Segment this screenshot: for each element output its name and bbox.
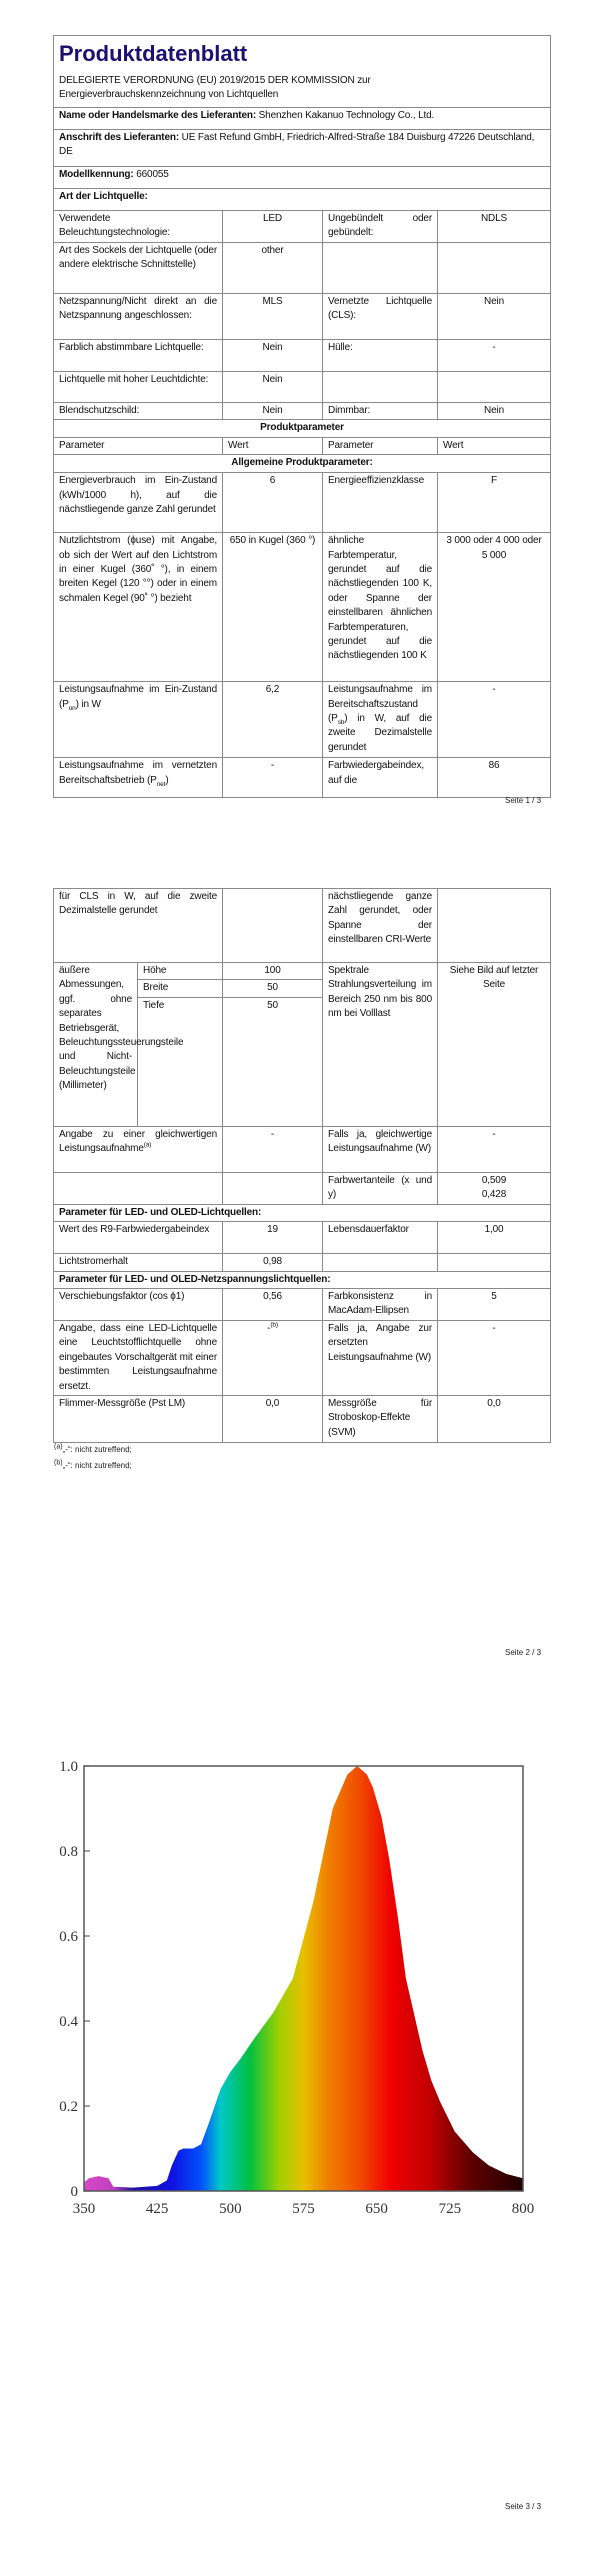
parameter-value <box>223 758 323 798</box>
page-title: Produktdatenblatt <box>59 41 248 66</box>
parameter-value <box>438 294 551 340</box>
column-header: Parameter <box>54 437 223 454</box>
y-tick-label: 0.2 <box>59 2099 78 2115</box>
cell-text: Angabe zu einer gleichwertigen Leistungsaufnahme <box>59 1128 217 1155</box>
dimension-name: Höhe <box>138 963 223 980</box>
cell-text: Farbwiedergabeindex, auf die <box>328 760 424 786</box>
info-cell <box>54 167 551 189</box>
cell-text: Nein <box>262 342 283 353</box>
cell-text-after: ) <box>165 774 169 786</box>
x-tick-label: 575 <box>292 2201 315 2217</box>
parameter-label <box>323 243 438 294</box>
dimension-value: 50 <box>223 980 323 997</box>
title-cell <box>54 36 551 108</box>
section-heading: Parameter für LED- und OLED-Netzspannungslichtquellen: <box>54 1271 551 1288</box>
table-row <box>54 189 551 211</box>
cell-text: ähnliche Farbtemperatur, gerundet auf die nächstliegenden 100 K, oder Spanne der einstellbaren ähnlichen Farbtemperaturen, gerundet auf die nächstliegenden 100 K <box>328 535 432 662</box>
column-header: Parameter <box>323 437 438 454</box>
parameter-label <box>54 473 223 533</box>
table-row <box>54 758 551 798</box>
cell-text: - <box>492 684 496 696</box>
parameter-label <box>54 294 223 340</box>
cell-superscript: (a) <box>143 1141 152 1149</box>
cell-text: 0,0 <box>265 1398 280 1410</box>
parameter-value <box>438 1289 551 1321</box>
cell-text: Flimmer-Messgröße (Pst LM) <box>59 1398 186 1410</box>
table-row <box>54 1321 551 1396</box>
parameter-label <box>54 211 223 243</box>
info-value: 660055 <box>136 169 169 180</box>
section-heading: Parameter für LED- und OLED-Lichtquellen: <box>54 1204 551 1221</box>
cell-text: Nein <box>262 374 283 385</box>
cell-text: - <box>492 342 496 353</box>
y-tick-label: 1.0 <box>59 1759 78 1775</box>
cell-subscript: net <box>156 780 166 788</box>
parameter-value <box>223 1289 323 1321</box>
dimension-name: Breite <box>138 980 223 997</box>
cell-text: Ungebündelt oder gebündelt: <box>328 213 432 239</box>
parameter-label <box>54 533 223 682</box>
title-row <box>54 36 551 108</box>
page-number-1: Seite 1 / 3 <box>505 796 542 805</box>
cell-text: 0,98 <box>263 1256 282 1268</box>
parameter-label <box>323 1289 438 1321</box>
cell-text: LED <box>262 213 282 224</box>
parameter-label <box>323 533 438 682</box>
x-tick-label: 725 <box>438 2201 462 2217</box>
cell-text: - <box>270 1128 275 1140</box>
x-tick-label: 350 <box>72 2201 96 2217</box>
cell-text: - <box>492 1323 496 1335</box>
parameter-label <box>323 1254 438 1271</box>
footnote-b-mark: (b) <box>54 1459 63 1467</box>
cell-text: Farblich abstimmbare Lichtquelle: <box>59 342 204 353</box>
parameter-label <box>54 682 223 758</box>
cell-text: Wert des R9-Farbwiedergabeindex <box>59 1224 210 1236</box>
section-heading: Produktparameter <box>54 420 551 437</box>
cell-text: 0,56 <box>263 1291 282 1303</box>
cell-text: Lichtquelle mit hoher Leuchtdichte: <box>59 374 209 385</box>
parameter-value <box>223 294 323 340</box>
table-row <box>54 533 551 682</box>
table-row <box>54 108 551 130</box>
cell-text: 0,0 <box>487 1398 501 1410</box>
parameter-label <box>323 1222 438 1254</box>
table-row <box>54 455 551 473</box>
footnote-a-mark: (a) <box>54 1443 63 1451</box>
cell-subscript: sb <box>337 719 345 727</box>
parameter-value <box>438 682 551 758</box>
footnote-b-text: „-“: nicht zutreffend; <box>62 1461 132 1470</box>
cell-text: Angabe, dass eine LED-Lichtquelle eine Leuchtstofflichtquelle ohne eingebautes Vorschaltgerät mit einer bestimmten Leistungsaufnahme ersetzt. <box>59 1323 217 1392</box>
parameter-label <box>54 1222 223 1254</box>
parameter-value <box>438 211 551 243</box>
parameter-label <box>54 1172 223 1204</box>
parameter-value <box>438 1172 551 1204</box>
parameter-value <box>438 1126 551 1172</box>
cell-text: F <box>491 475 497 487</box>
table-row <box>54 1396 551 1443</box>
parameter-label <box>54 1289 223 1321</box>
page-number-2: Seite 2 / 3 <box>505 1648 542 1657</box>
cell-text: 86 <box>488 760 500 772</box>
parameter-value <box>438 758 551 798</box>
table-row <box>54 420 551 437</box>
cell-text: für CLS in W, auf die zweite Dezimalstelle gerundet <box>59 891 217 917</box>
parameter-label <box>323 294 438 340</box>
cell-text: Hülle: <box>328 342 353 353</box>
parameter-value <box>223 889 323 963</box>
parameter-value <box>223 473 323 533</box>
y-tick-label: 0.6 <box>59 1929 78 1945</box>
cell-text: 6 <box>269 475 276 487</box>
cell-text: Messgröße für Stroboskop-Effekte (SVM) <box>328 1398 432 1438</box>
cell-text: nächstliegende ganze Zahl gerundet, oder Spanne der einstellbaren CRI-Werte <box>328 891 432 946</box>
info-label: Modellkennung: <box>59 169 134 180</box>
cell-text: 650 in Kugel (360 °) <box>229 535 316 547</box>
footnote-a-text: „-“: nicht zutreffend; <box>62 1445 132 1454</box>
cell-text: - <box>270 760 275 772</box>
dimension-value: 50 <box>223 997 323 1126</box>
cell-text-after: ) in W <box>75 698 101 710</box>
y-tick-label: 0.4 <box>59 2014 78 2030</box>
dimensions-label: äußere Abmessungen, ggf. ohne separates Betriebsgerät, Beleuchtungssteuerungsteile und Nicht-Beleuchtungsteile (Millimeter) <box>54 963 138 1127</box>
table-row <box>54 1222 551 1254</box>
cell-text: Nutzlichtstrom (ϕuse) mit Angabe, ob sich der Wert auf den Lichtstrom in einer Kugel (360˚ °), in einem breiten Kegel (120 °°) oder in einem schmalen Kegel (90˚ °) bezieht <box>59 535 217 604</box>
info-cell <box>54 108 551 130</box>
parameter-value <box>438 889 551 963</box>
cell-text: 1,00 <box>484 1224 504 1236</box>
info-value: Shenzhen Kakanuo Technology Co., Ltd. <box>258 110 435 121</box>
parameter-value: Siehe Bild auf letzter Seite <box>438 963 551 1127</box>
table-row <box>54 1204 551 1221</box>
cell-text: Nein <box>484 296 504 307</box>
parameter-value <box>438 403 551 420</box>
table-row <box>54 1271 551 1288</box>
parameter-label <box>323 1126 438 1172</box>
cell-text: Leistungsaufnahme im Bereitschaftszustand (P <box>328 684 432 725</box>
product-datasheet-table <box>53 35 551 798</box>
footnote-a <box>54 1445 132 1454</box>
parameter-label <box>54 1254 223 1271</box>
cell-text: Farbkonsistenz in MacAdam-Ellipsen <box>328 1291 432 1317</box>
cell-text: other <box>261 245 284 256</box>
cell-text: 19 <box>267 1224 278 1236</box>
parameter-label <box>323 758 438 798</box>
cell-text: Blendschutzschild: <box>59 405 140 416</box>
parameter-label: Spektrale Strahlungsverteilung im Bereich 250 nm bis 800 nm bei Volllast <box>323 963 438 1127</box>
cell-text: Netzspannung/Nicht direkt an die Netzspannung angeschlossen: <box>59 296 217 322</box>
spectrum-area <box>84 1766 523 2191</box>
table-row <box>54 963 551 980</box>
cell-superscript: (b) <box>270 1321 278 1329</box>
y-tick-label: 0.8 <box>59 1844 78 1860</box>
cell-subscript: on <box>68 704 76 712</box>
table-row <box>54 372 551 403</box>
cell-text: Lebensdauerfaktor <box>328 1224 409 1236</box>
parameter-value <box>438 533 551 682</box>
parameter-value <box>223 533 323 682</box>
parameter-value <box>223 1396 323 1443</box>
x-tick-label: 800 <box>511 2201 535 2217</box>
cell-text: 0,509 0,428 <box>481 1174 507 1201</box>
cell-text: Falls ja, gleichwertige Leistungsaufnahme (W) <box>328 1128 432 1155</box>
page2-table-container <box>53 889 550 1443</box>
table-row <box>54 1289 551 1321</box>
parameter-value <box>223 1222 323 1254</box>
parameter-label <box>323 403 438 420</box>
section-heading: Allgemeine Produktparameter: <box>54 455 551 473</box>
parameter-label <box>54 243 223 294</box>
cell-text: Leistungsaufnahme im Ein-Zustand (P <box>59 684 217 710</box>
info-value: UE Fast Refund GmbH, Friedrich-Alfred-Straße 184 Duisburg 47226 Deutschland, DE <box>59 132 535 158</box>
parameter-value <box>438 1222 551 1254</box>
parameter-value <box>223 682 323 758</box>
parameter-value <box>223 1254 323 1271</box>
cell-text: Verschiebungsfaktor (cos ϕ1) <box>59 1291 185 1303</box>
regulation-line-1: DELEGIERTE VERORDNUNG (EU) 2019/2015 DER KOMMISSION zur <box>59 75 371 86</box>
cell-text-after: ) in W, auf die zweite Dezimalstelle gerundet <box>328 713 432 753</box>
table-row <box>54 167 551 189</box>
parameter-label <box>54 758 223 798</box>
parameter-value <box>223 211 323 243</box>
parameter-label <box>323 211 438 243</box>
column-header: Wert <box>438 437 551 454</box>
table-row <box>54 211 551 243</box>
parameter-label <box>323 473 438 533</box>
parameter-label <box>54 1126 223 1172</box>
cell-text: Verwendete Beleuchtungstechnologie: <box>59 213 170 239</box>
cell-text: - <box>492 1128 496 1140</box>
parameter-label <box>54 340 223 372</box>
parameter-label <box>323 682 438 758</box>
table-row <box>54 889 551 963</box>
cell-text: Leistungsaufnahme im vernetzten Bereitschaftsbetrieb (P <box>59 760 217 786</box>
cell-text: NDLS <box>480 213 508 224</box>
cell-text: Dimmbar: <box>328 405 371 416</box>
page-number-3: Seite 3 / 3 <box>505 2502 542 2511</box>
parameter-label <box>54 889 223 963</box>
regulation-line-2: Energieverbrauchskennzeichnung von Lichtquellen <box>59 89 279 101</box>
dimension-name: Tiefe <box>138 997 223 1126</box>
table-row <box>54 243 551 294</box>
info-label: Name oder Handelsmarke des Lieferanten: <box>59 110 257 121</box>
parameter-label <box>323 1172 438 1204</box>
parameter-value <box>438 1254 551 1271</box>
parameter-label <box>54 1396 223 1443</box>
column-header: Wert <box>223 437 323 454</box>
cell-text: Vernetzte Lichtquelle (CLS): <box>328 296 432 322</box>
table-row <box>54 340 551 372</box>
parameter-value <box>223 340 323 372</box>
parameter-value <box>438 1396 551 1443</box>
info-cell <box>54 130 551 167</box>
parameter-value <box>223 243 323 294</box>
table-row <box>54 1254 551 1271</box>
y-tick-label: 0 <box>70 2184 78 2200</box>
product-datasheet-table-continued <box>53 888 551 1443</box>
cell-text: 3 000 oder 4 000 oder 5 000 <box>446 535 542 561</box>
parameter-value <box>438 340 551 372</box>
x-tick-label: 500 <box>219 2201 242 2217</box>
parameter-value <box>438 372 551 403</box>
cell-text: Lichtstromerhalt <box>59 1256 128 1268</box>
footnote-b <box>54 1461 132 1470</box>
cell-text: 6,2 <box>265 684 280 696</box>
parameter-label <box>323 1321 438 1396</box>
cell-text: Farbwertanteile (x und y) <box>328 1174 432 1201</box>
section-heading: Art der Lichtquelle: <box>54 189 551 211</box>
parameter-label <box>323 340 438 372</box>
x-tick-label: 425 <box>145 2201 169 2217</box>
cell-text: Art des Sockels der Lichtquelle (oder andere elektrische Schnittstelle) <box>59 245 217 271</box>
parameter-label <box>323 1396 438 1443</box>
info-label: Anschrift des Lieferanten: <box>59 132 180 143</box>
cell-text: MLS <box>262 296 283 307</box>
cell-text: Falls ja, Angabe zur ersetzten Leistungsaufnahme (W) <box>328 1323 432 1363</box>
cell-text: - <box>267 1323 271 1335</box>
table-row <box>54 682 551 758</box>
table-row <box>54 473 551 533</box>
table-row <box>54 403 551 420</box>
page1-table-container <box>53 35 550 790</box>
spectral-distribution-chart <box>0 1740 603 2240</box>
parameter-value <box>438 243 551 294</box>
dimension-value: 100 <box>223 963 323 980</box>
parameter-label <box>54 372 223 403</box>
cell-text: Nein <box>484 405 504 416</box>
parameter-value <box>223 1126 323 1172</box>
parameter-label <box>323 889 438 963</box>
parameter-value <box>223 1172 323 1204</box>
parameter-value <box>223 1321 323 1396</box>
parameter-value <box>438 1321 551 1396</box>
table-row <box>54 1172 551 1204</box>
table-row <box>54 437 551 454</box>
table-row <box>54 130 551 167</box>
parameter-value <box>438 473 551 533</box>
x-tick-label: 650 <box>365 2201 388 2217</box>
cell-text: Energieverbrauch im Ein-Zustand (kWh/1000 h), auf die nächstliegende ganze Zahl gerundet <box>59 475 217 516</box>
cell-text: 5 <box>491 1291 497 1303</box>
parameter-label <box>54 403 223 420</box>
table-row <box>54 1126 551 1172</box>
cell-text: Energieeffizienzklasse <box>328 475 425 487</box>
cell-text: Nein <box>262 405 283 416</box>
parameter-label <box>54 1321 223 1396</box>
table-row <box>54 294 551 340</box>
parameter-label <box>323 372 438 403</box>
parameter-value <box>223 403 323 420</box>
parameter-value <box>223 372 323 403</box>
